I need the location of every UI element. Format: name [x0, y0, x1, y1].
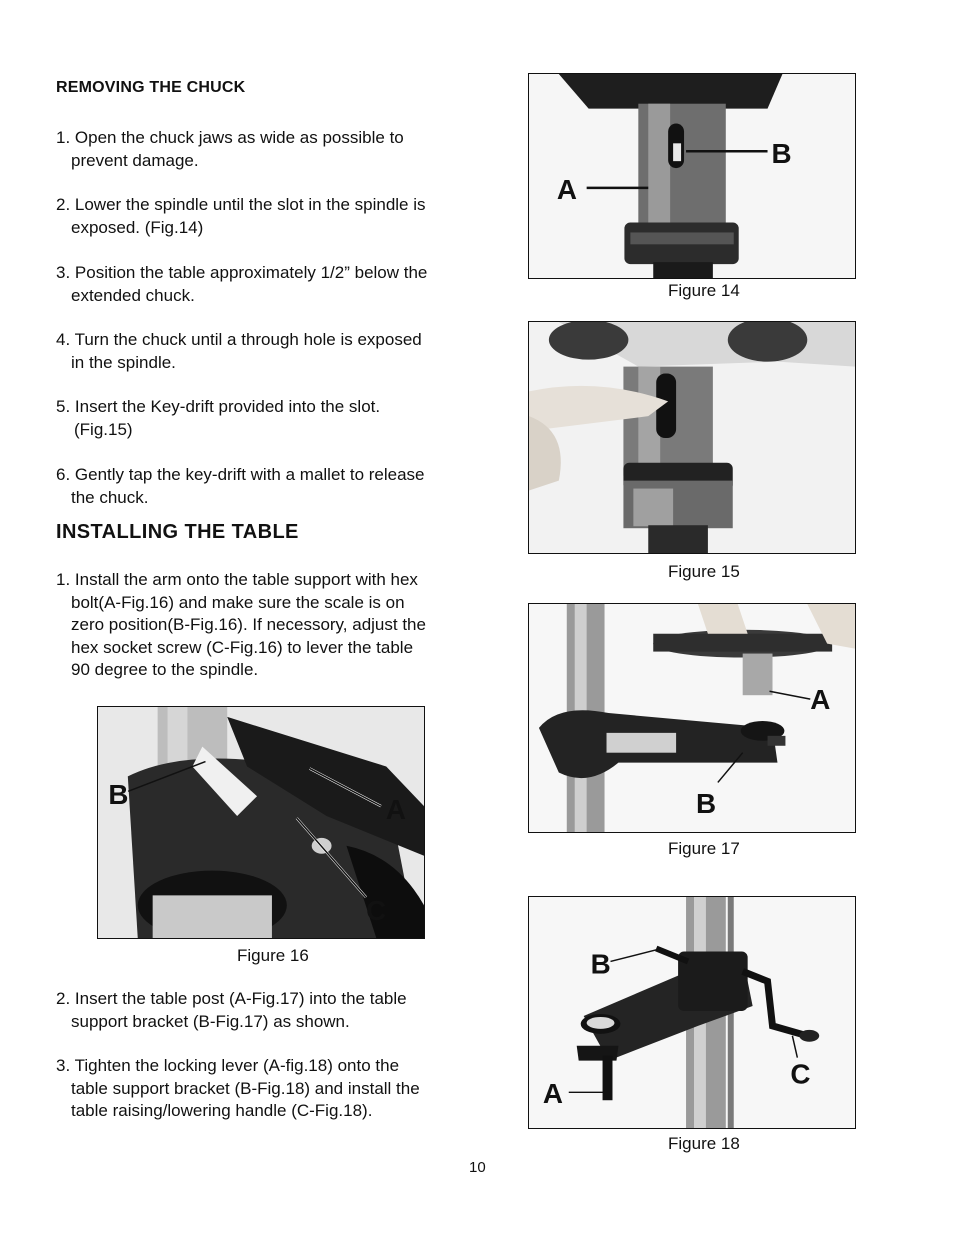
figure-14-image [528, 73, 856, 279]
fig17-label-b: B [695, 788, 717, 820]
step-line: zero position(B-Fig.16). If necessory, adjust the [71, 615, 426, 634]
step-line: bolt(A-Fig.16) and make sure the scale is on [71, 592, 405, 612]
step-line: 1. Open the chuck jaws as wide as possible to [56, 128, 404, 147]
step-line: 1. Install the arm onto the table support with hex [56, 570, 418, 589]
step-line: exposed. (Fig.14) [71, 217, 204, 237]
step-line: 3. Position the table approximately 1/2” below the [56, 263, 428, 282]
figure-16-caption: Figure 16 [237, 946, 309, 965]
figure-15-caption: Figure 15 [668, 562, 740, 581]
remove-step-6 [56, 464, 425, 509]
step-line: 4. Turn the chuck until a through hole is exposed [56, 330, 422, 349]
remove-step-2 [56, 194, 426, 239]
fig17-label-a: A [810, 684, 831, 716]
step-line: 6. Gently tap the key-drift with a mallet to release [56, 465, 425, 484]
step-line: hex socket screw (C-Fig.16) to lever the table [71, 637, 414, 657]
install-step-1 [56, 569, 426, 682]
fig14-label-b: B [771, 138, 792, 170]
step-line: 90 degree to the spindle. [71, 660, 259, 679]
step-line: 2. Insert the table post (A-Fig.17) into the table [56, 989, 407, 1008]
step-line: 5. Insert the Key-drift provided into the slot. [56, 397, 381, 416]
figure-14-caption: Figure 14 [668, 281, 740, 300]
fig18-label-c: C [790, 1058, 811, 1090]
step-line: table support bracket (B-Fig.18) and install the [71, 1078, 420, 1098]
step-line: support bracket (B-Fig.17) as shown. [71, 1011, 350, 1031]
step-line: table raising/lowering handle (C-Fig.18). [71, 1101, 373, 1120]
remove-step-4 [56, 329, 422, 374]
figure-16-image [97, 706, 425, 939]
fig14-label-a: A [556, 173, 577, 205]
removing-chuck-heading: REMOVING THE CHUCK [56, 79, 246, 96]
fig16-label-c: C [366, 895, 387, 927]
figure-18-caption: Figure 18 [668, 1134, 740, 1153]
step-line: the chuck. [71, 487, 149, 507]
fig18-label-b: B [590, 948, 611, 980]
step-line: prevent damage. [71, 150, 199, 170]
step-line: extended chuck. [71, 285, 195, 305]
figure-17-caption: Figure 17 [668, 839, 740, 858]
installing-table-heading: INSTALLING THE TABLE [56, 521, 299, 543]
install-step-3 [56, 1055, 420, 1123]
remove-step-3 [56, 262, 427, 307]
fig16-label-b: B [108, 779, 129, 811]
step-line: 2. Lower the spindle until the slot in the spindle is [56, 195, 426, 214]
remove-step-5 [56, 396, 380, 441]
install-step-2 [56, 988, 407, 1033]
page-number: 10 [469, 1159, 486, 1176]
figure-15-image [528, 321, 856, 554]
step-line: 3. Tighten the locking lever (A-fig.18) onto the [56, 1056, 400, 1075]
fig16-label-a: A [385, 794, 406, 826]
step-line: in the spindle. [71, 352, 176, 372]
figure-18-image [528, 896, 856, 1129]
figure-17-image [528, 603, 856, 833]
fig18-label-a: A [542, 1078, 564, 1110]
step-line: (Fig.15) [74, 419, 133, 439]
remove-step-1 [56, 127, 404, 172]
